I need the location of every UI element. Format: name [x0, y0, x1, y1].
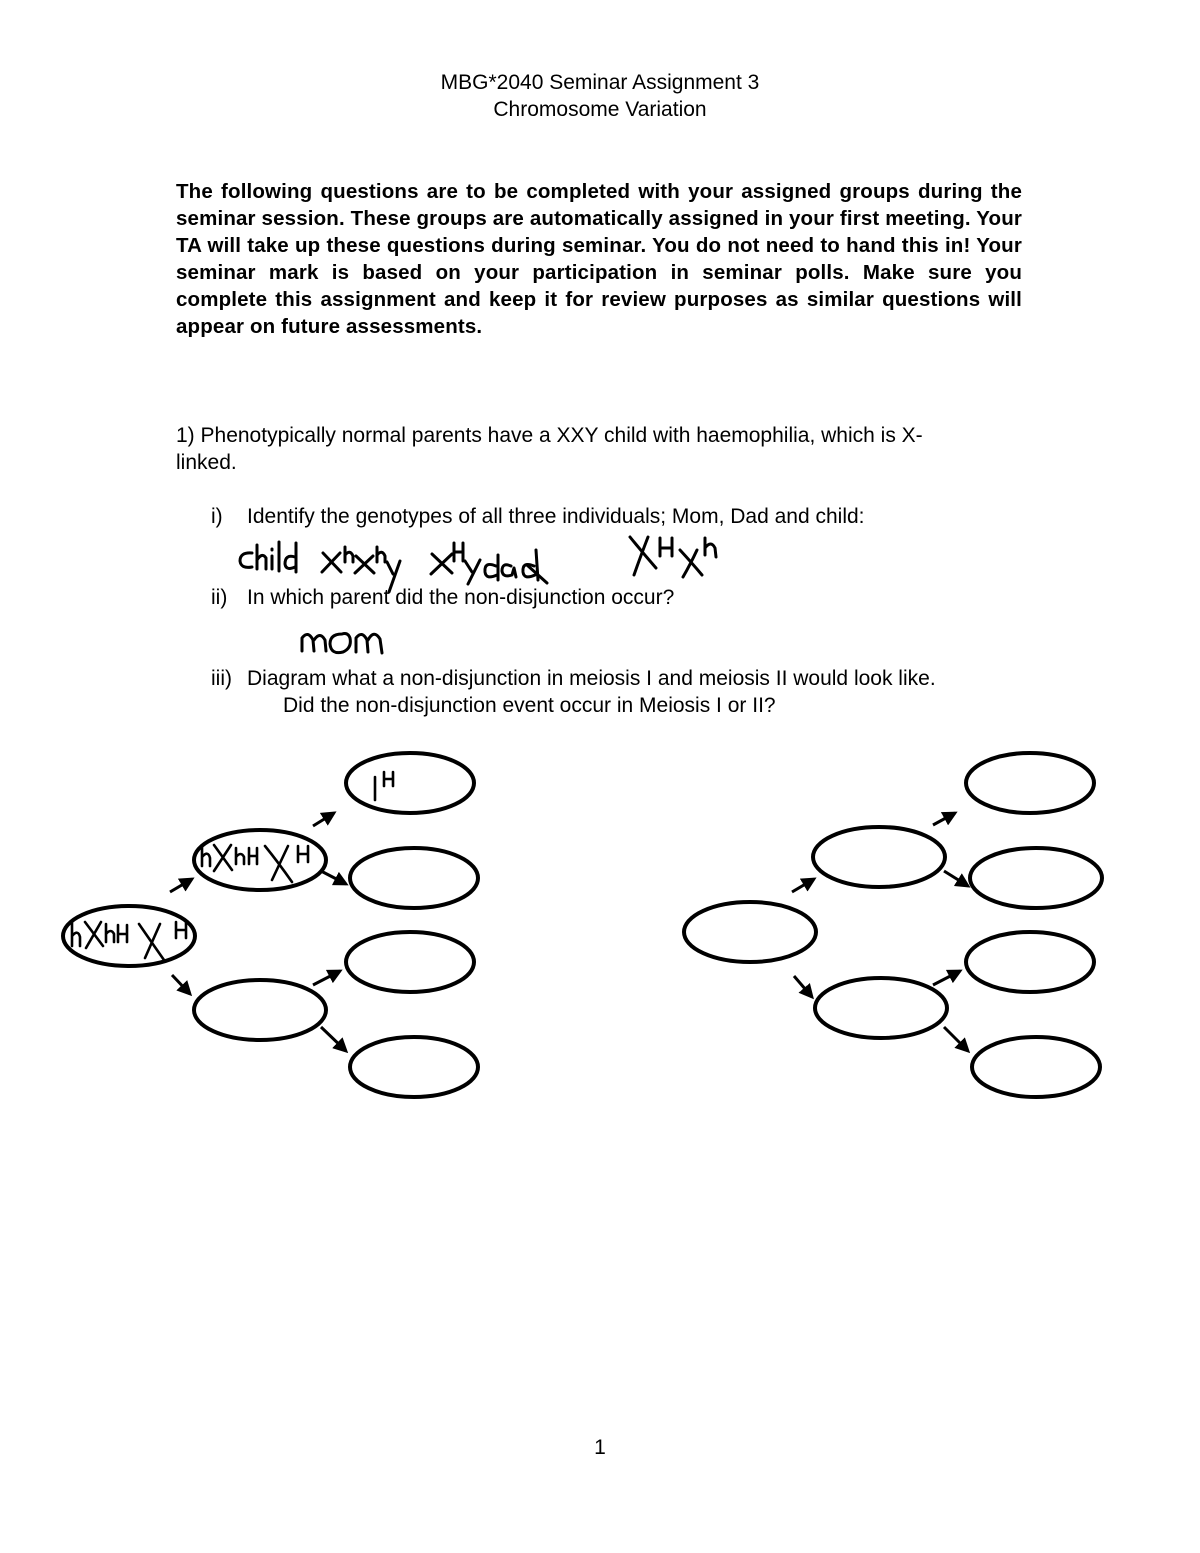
arrow	[944, 1027, 968, 1051]
meiosis-diagram-left	[63, 753, 478, 1097]
cell-gamete-1[interactable]	[966, 753, 1094, 813]
arrow	[321, 871, 346, 884]
cell-parent[interactable]	[684, 902, 816, 962]
handwritten-parent-cell	[72, 922, 186, 960]
question-1-line-1: 1) Phenotypically normal parents have a XXY child with haemophilia, which is X-	[176, 424, 923, 447]
cell-gamete-3[interactable]	[346, 932, 474, 992]
arrow	[321, 1027, 346, 1051]
page-subtitle: Chromosome Variation	[493, 98, 707, 121]
arrow	[933, 971, 960, 985]
arrow	[944, 871, 968, 886]
meiosis-diagram-right	[684, 753, 1102, 1097]
question-1-line-2: linked.	[176, 451, 237, 474]
arrow	[794, 976, 812, 997]
cell-meiosis-i-top[interactable]	[813, 827, 945, 887]
part-i-text: Identify the genotypes of all three individuals; Mom, Dad and child:	[247, 505, 865, 528]
cell-gamete-3[interactable]	[966, 932, 1094, 992]
arrow	[792, 879, 814, 892]
page-title: MBG*2040 Seminar Assignment 3	[440, 71, 760, 94]
cell-gamete-4[interactable]	[972, 1037, 1100, 1097]
part-ii-label: ii)	[211, 586, 228, 609]
cell-gamete-1[interactable]	[346, 753, 474, 813]
cell-meiosis-i-bottom[interactable]	[815, 978, 947, 1038]
cell-gamete-2[interactable]	[970, 848, 1102, 908]
part-iii-label: iii)	[211, 667, 232, 690]
arrow	[172, 975, 190, 994]
part-i-label: i)	[211, 505, 223, 528]
arrow	[170, 879, 192, 892]
handwritten-gamete-1	[375, 772, 393, 800]
cell-meiosis-i-top[interactable]	[194, 830, 326, 890]
cell-gamete-4[interactable]	[350, 1037, 478, 1097]
instructions-paragraph: The following questions are to be completed with your assigned groups during the seminar session. These groups are automatically assigned in your first meeting. Your TA will take up these questions during seminar. You do not need to hand this in! Your seminar mark is based on your participation in seminar polls. Make sure you complete this assignment and keep it for review purposes as similar questions will appear on future assessments.	[176, 180, 1022, 338]
cell-gamete-2[interactable]	[350, 848, 478, 908]
cell-meiosis-i-bottom[interactable]	[194, 980, 326, 1040]
page-number: 1	[594, 1436, 606, 1459]
arrow	[313, 813, 334, 826]
arrow	[313, 971, 340, 985]
part-ii-text: In which parent did the non-disjunction occur?	[247, 586, 675, 609]
part-iii-text: Diagram what a non-disjunction in meiosis I and meiosis II would look like.	[247, 667, 936, 690]
arrow	[933, 813, 955, 825]
part-iii-text-2: Did the non-disjunction event occur in Meiosis I or II?	[283, 694, 776, 717]
handwritten-middle-cell	[202, 845, 308, 882]
